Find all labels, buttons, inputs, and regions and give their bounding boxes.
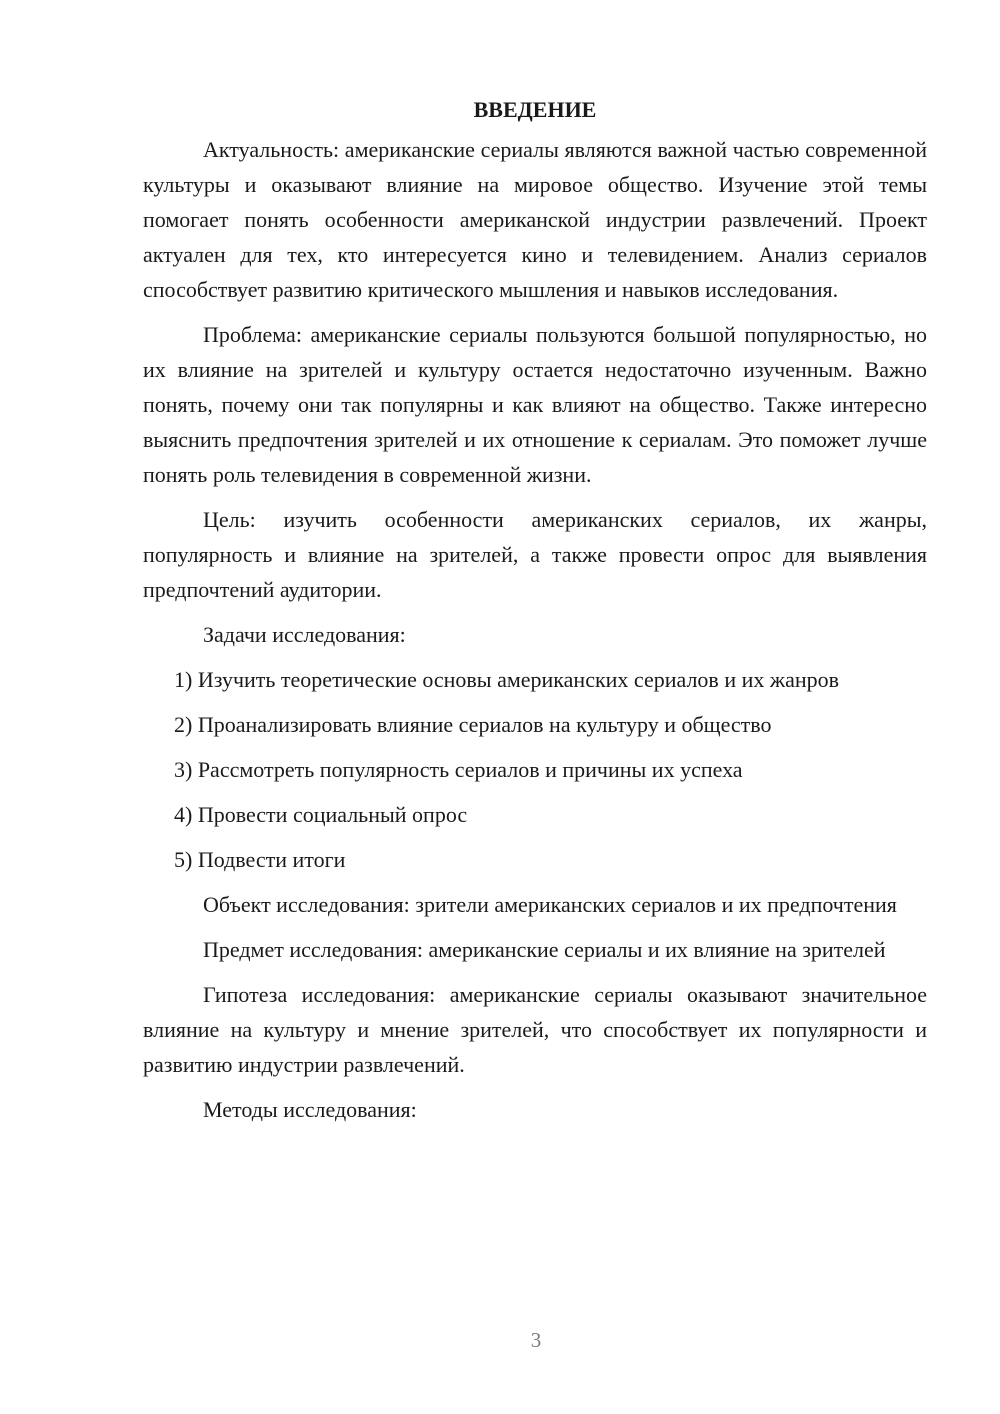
task-item-2: 2) Проанализировать влияние сериалов на культуру и общество — [174, 712, 772, 737]
section-heading: ВВЕДЕНИЕ — [473, 97, 597, 122]
task-item-1: 1) Изучить теоретические основы американских сериалов и их жанров — [174, 667, 839, 692]
subject-paragraph: Предмет исследования: американские сериалы и их влияние на зрителей — [203, 937, 886, 962]
tasks-title: Задачи исследования: — [203, 622, 406, 647]
relevance-paragraph: Актуальность: американские сериалы являются важной частью современной культуры и оказывают влияние на мировое общество. Изучение этой темы помогает понять особенности американской индустрии развлечений. Проект актуален для тех, кто интересуется кино и телевидением. Анализ сериалов способствует развитию критического мышления и навыков исследования. — [143, 137, 927, 302]
task-item-5: 5) Подвести итоги — [174, 847, 346, 872]
methods-title: Методы исследования: — [203, 1097, 417, 1122]
object-paragraph: Объект исследования: зрители американских сериалов и их предпочтения — [203, 892, 897, 917]
task-item-3: 3) Рассмотреть популярность сериалов и причины их успеха — [174, 757, 743, 782]
page-number: 3 — [530, 1328, 542, 1352]
problem-paragraph: Проблема: американские сериалы пользуются большой популярностью, но их влияние на зрителей и культуру остается недостаточно изученным. Важно понять, почему они так популярны и как влияют на общество. Также интересно выяснить предпочтения зрителей и их отношение к сериалам. Это поможет лучше понять роль телевидения в современной жизни. — [143, 322, 927, 487]
tasks-list — [143, 662, 927, 877]
hypothesis-paragraph: Гипотеза исследования: американские сериалы оказывают значительное влияние на культуру и мнение зрителей, что способствует их популярности и развитию индустрии развлечений. — [143, 982, 927, 1077]
page-content — [143, 92, 927, 1137]
goal-paragraph: Цель: изучить особенности американских сериалов, их жанры, популярность и влияние на зрителей, а также провести опрос для выявления предпочтений аудитории. — [143, 507, 927, 602]
task-item-4: 4) Провести социальный опрос — [174, 802, 468, 827]
